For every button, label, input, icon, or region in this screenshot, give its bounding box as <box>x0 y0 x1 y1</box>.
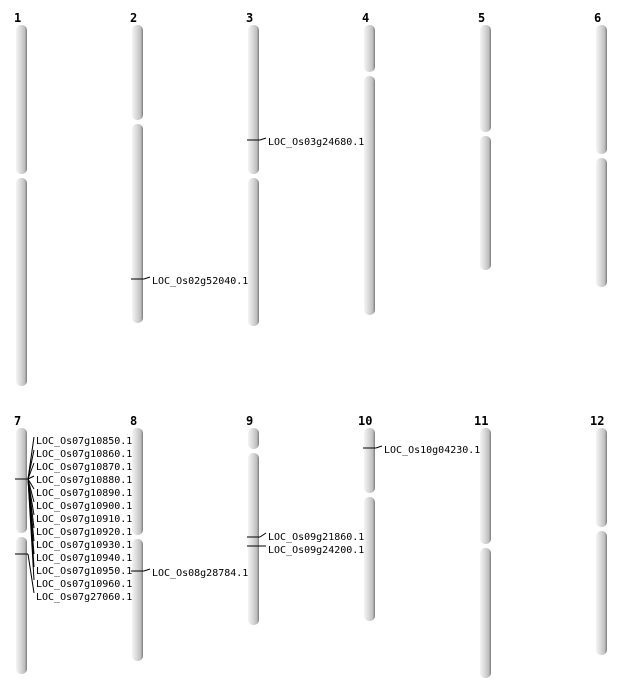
gene-label-loc-os02g52040-1: LOC_Os02g52040.1 <box>152 276 249 287</box>
chromosome-12-long-arm <box>596 531 607 655</box>
chromosome-number-5: 5 <box>478 11 486 25</box>
chromosome-9-short-arm <box>248 428 259 449</box>
gene-connector-loc-os02g52040-1 <box>144 277 150 279</box>
gene-connector-loc-os10g04230-1 <box>376 446 382 448</box>
chromosome-number-4: 4 <box>362 11 370 25</box>
gene-label-loc-os03g24680-1: LOC_Os03g24680.1 <box>268 137 365 148</box>
chromosome-8-long-arm <box>132 539 143 661</box>
gene-label-loc-os07g10950-1: LOC_Os07g10950.1 <box>36 566 133 577</box>
chromosome-11-short-arm <box>480 428 491 544</box>
gene-label-loc-os10g04230-1: LOC_Os10g04230.1 <box>384 445 481 456</box>
chromosome-1-short-arm <box>16 25 27 174</box>
gene-label-loc-os07g10920-1: LOC_Os07g10920.1 <box>36 527 133 538</box>
chromosome-11-long-arm <box>480 548 491 678</box>
chromosome-number-6: 6 <box>594 11 602 25</box>
gene-label-loc-os09g21860-1: LOC_Os09g21860.1 <box>268 532 365 543</box>
gene-connector-loc-os09g21860-1 <box>260 533 266 537</box>
chromosome-5-long-arm <box>480 136 491 270</box>
chromosome-5-short-arm <box>480 25 491 132</box>
chromosome-number-11: 11 <box>474 414 489 428</box>
gene-label-loc-os07g27060-1: LOC_Os07g27060.1 <box>36 592 133 603</box>
chromosome-10-long-arm <box>364 497 375 621</box>
gene-label-loc-os08g28784-1: LOC_Os08g28784.1 <box>152 568 249 579</box>
chromosome-2-short-arm <box>132 25 143 120</box>
chromosome-10 <box>358 414 375 621</box>
gene-label-loc-os07g10900-1: LOC_Os07g10900.1 <box>36 501 133 512</box>
chromosome-number-1: 1 <box>14 11 22 25</box>
chromosome-1-long-arm <box>16 178 27 386</box>
chromosome-4 <box>362 11 375 315</box>
gene-label-loc-os07g10860-1: LOC_Os07g10860.1 <box>36 449 133 460</box>
chromosome-number-3: 3 <box>246 11 254 25</box>
chromosome-7 <box>14 414 27 674</box>
chromosome-10-short-arm <box>364 428 375 493</box>
chromosome-3-long-arm <box>248 178 259 326</box>
chromosome-8-short-arm <box>132 428 143 535</box>
chromosome-number-10: 10 <box>358 414 373 428</box>
gene-label-loc-os07g10940-1: LOC_Os07g10940.1 <box>36 553 133 564</box>
chromosome-7-short-arm <box>16 428 27 533</box>
gene-label-loc-os07g10880-1: LOC_Os07g10880.1 <box>36 475 133 486</box>
chromosome-number-2: 2 <box>130 11 138 25</box>
chromosome-12-short-arm <box>596 428 607 527</box>
chromosome-12 <box>590 414 607 655</box>
chromosome-4-short-arm <box>364 25 375 72</box>
chromosome-4-long-arm <box>364 76 375 315</box>
gene-label-loc-os07g10910-1: LOC_Os07g10910.1 <box>36 514 133 525</box>
gene-label-loc-os07g10890-1: LOC_Os07g10890.1 <box>36 488 133 499</box>
chromosome-5 <box>478 11 491 270</box>
chromosome-6 <box>594 11 607 287</box>
chromosome-6-long-arm <box>596 158 607 287</box>
chromosome-6-short-arm <box>596 25 607 154</box>
gene-connector-loc-os08g28784-1 <box>144 569 150 571</box>
chromosome-2-long-arm <box>132 124 143 323</box>
chromosome-2 <box>130 11 143 323</box>
chromosome-7-long-arm <box>16 537 27 674</box>
gene-label-loc-os07g10930-1: LOC_Os07g10930.1 <box>36 540 133 551</box>
chromosome-number-8: 8 <box>130 414 138 428</box>
chromosome-9-long-arm <box>248 453 259 625</box>
chromosome-9 <box>246 414 259 625</box>
chromosome-1 <box>14 11 27 386</box>
chromosome-3-short-arm <box>248 25 259 174</box>
chromosome-number-9: 9 <box>246 414 254 428</box>
chromosome-number-12: 12 <box>590 414 605 428</box>
gene-label-loc-os09g24200-1: LOC_Os09g24200.1 <box>268 545 365 556</box>
gene-label-loc-os07g10960-1: LOC_Os07g10960.1 <box>36 579 133 590</box>
gene-label-loc-os07g10850-1: LOC_Os07g10850.1 <box>36 436 133 447</box>
gene-label-loc-os07g10870-1: LOC_Os07g10870.1 <box>36 462 133 473</box>
gene-connector-loc-os03g24680-1 <box>260 138 266 140</box>
chromosomes-layer <box>14 11 607 678</box>
chromosome-number-7: 7 <box>14 414 22 428</box>
